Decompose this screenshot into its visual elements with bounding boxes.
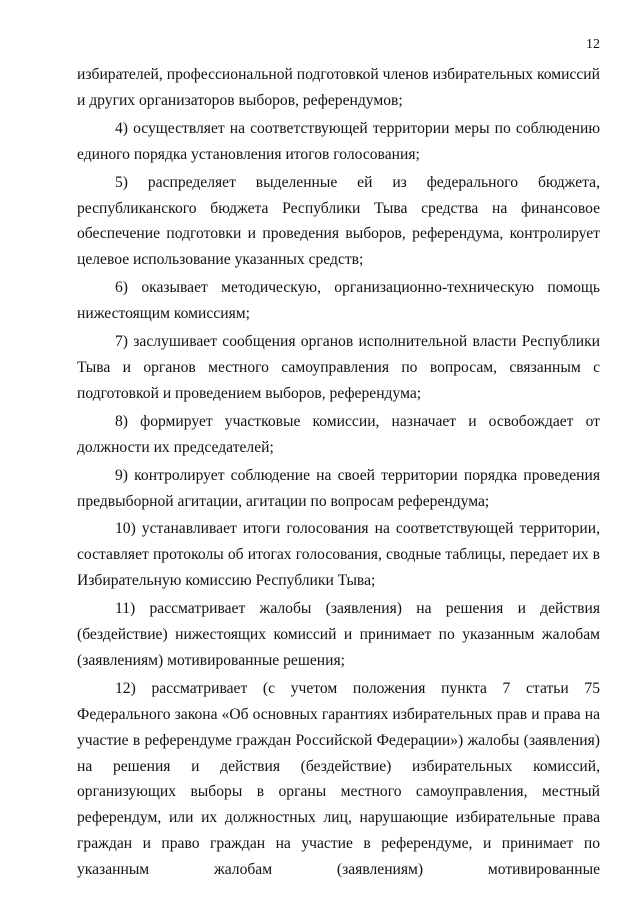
paragraph-item-4: 4) осуществляет на соответствующей территории меры по соблюдению единого порядка установления итогов голосования; [77,119,600,163]
paragraph-item-12: 12) рассматривает (с учетом положения пункта 7 статьи 75 Федерального закона «Об основных гарантиях избирательных прав и права на участие в референдуме граждан Российской Федерации») жалобы (заявления) на решения и действия (бездействие) избирательных комиссий, организующих выборы в органы местного самоуправления, местный референдум, или их должностных лиц, нарушающие избирательные права граждан и право граждан на участие в референдуме, и принимает по указанным жалобам (заявлениям) мотивированные [77,679,600,879]
paragraph-item-8: 8) формирует участковые комиссии, назначает и освобождает от должности их председателей; [77,412,600,456]
paragraph-item-7: 7) заслушивает сообщения органов исполнительной власти Республики Тыва и органов местного самоуправления по вопросам, связанным с подготовкой и проведением выборов, референдума; [77,333,600,402]
paragraph-continuation: избирателей, профессиональной подготовкой членов избирательных комиссий и других организаторов выборов, референдумов; [77,66,600,109]
paragraph-item-10: 10) устанавливает итоги голосования на соответствующей территории, составляет протоколы об итогах голосования, сводные таблицы, передает их в Избирательную комиссию Республики Тыва; [77,520,600,590]
page-number: 12 [586,37,600,52]
paragraph-item-11: 11) рассматривает жалобы (заявления) на решения и действия (бездействие) нижестоящих комиссий и принимает по указанным жалобам (заявлениям) мотивированные решения; [77,600,600,669]
document-body [77,62,600,883]
paragraph-item-5: 5) распределяет выделенные ей из федерального бюджета, республиканского бюджета Республики Тыва средства на финансовое обеспечение подготовки и проведения выборов, референдума, контролирует целевое использование указанных средств; [77,173,600,269]
paragraph-item-6: 6) оказывает методическую, организационно-техническую помощь нижестоящим комиссиям; [77,279,600,323]
paragraph-item-9: 9) контролирует соблюдение на своей территории порядка проведения предвыборной агитации, агитации по вопросам референдума; [77,466,600,510]
